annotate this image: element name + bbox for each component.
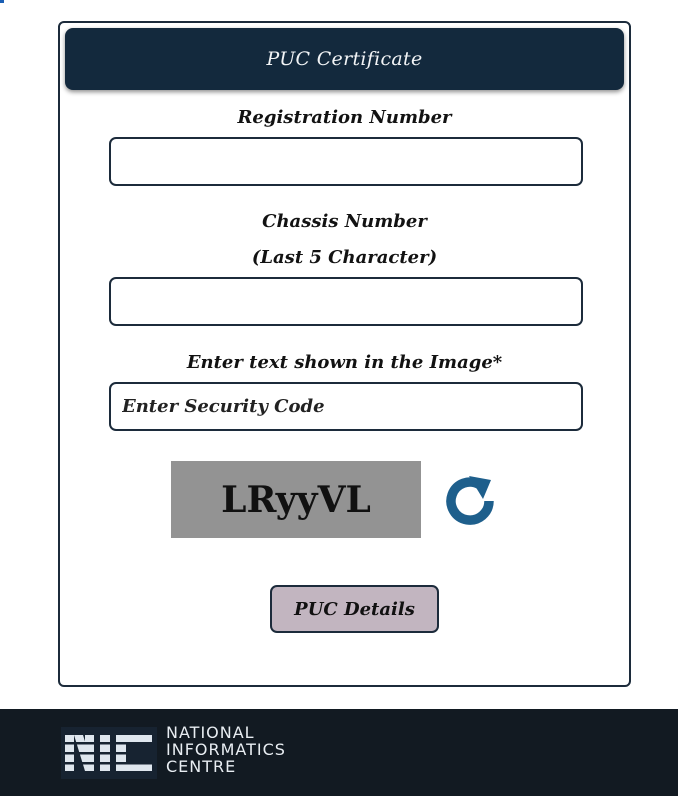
registration-number-input[interactable] — [109, 137, 583, 186]
chassis-number-label: Chassis Number — [262, 211, 427, 232]
puc-certificate-card — [58, 21, 631, 687]
nic-line-national: NATIONAL — [166, 723, 255, 742]
nic-organization-name — [166, 724, 286, 775]
footer — [0, 709, 678, 796]
nic-line-centre: CENTRE — [166, 757, 237, 776]
card-title: PUC Certificate — [266, 48, 423, 70]
captcha-image — [171, 461, 421, 538]
card-header — [65, 28, 624, 90]
security-code-input[interactable] — [109, 382, 583, 431]
chassis-number-sublabel: (Last 5 Character) — [251, 247, 438, 268]
refresh-icon — [441, 471, 501, 531]
refresh-captcha-button[interactable] — [441, 471, 501, 531]
security-code-label: Enter text shown in the Image* — [186, 352, 503, 373]
corner-mark — [0, 0, 4, 3]
nic-line-informatics: INFORMATICS — [166, 740, 286, 759]
chassis-number-input[interactable] — [109, 277, 583, 326]
puc-details-button[interactable]: PUC Details — [270, 585, 439, 633]
captcha-text: LRyyVL — [221, 478, 371, 521]
nic-logo — [61, 727, 157, 779]
registration-number-label: Registration Number — [237, 107, 452, 128]
